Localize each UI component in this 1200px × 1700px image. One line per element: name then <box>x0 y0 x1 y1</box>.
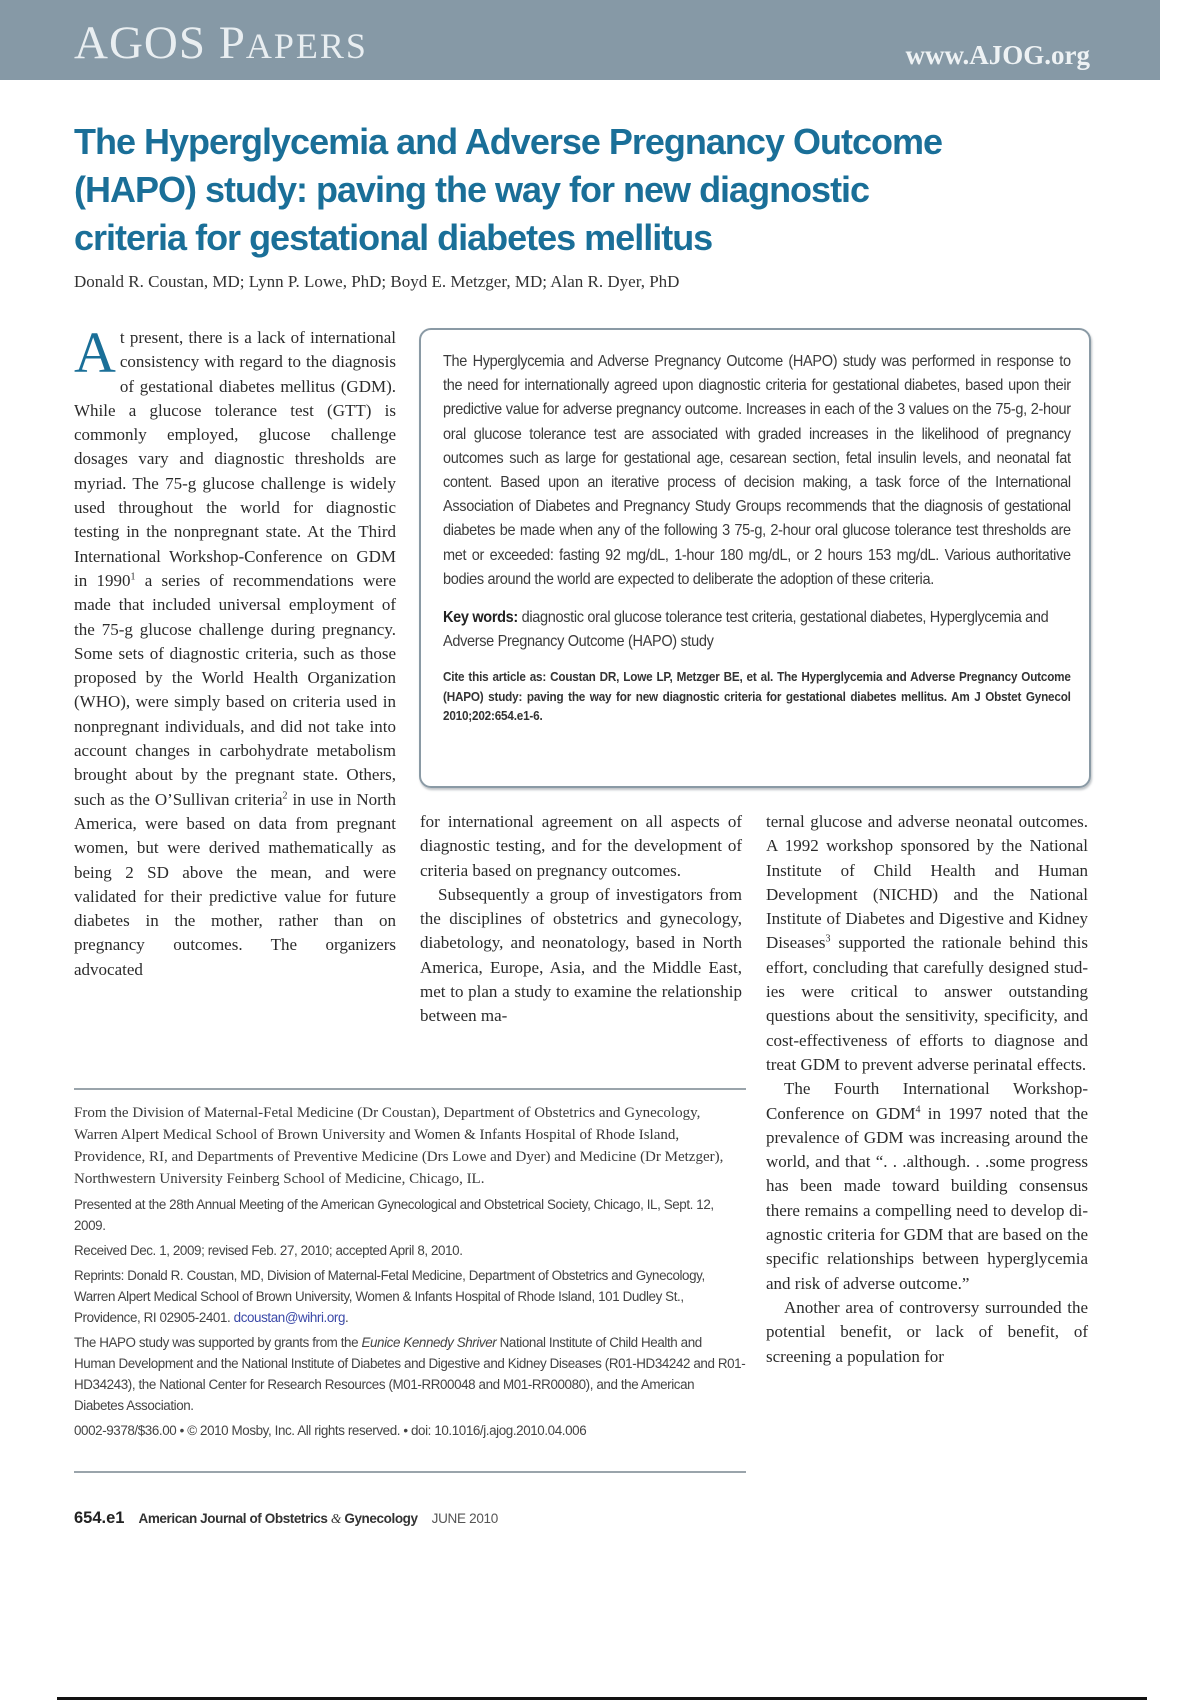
body-column-2 <box>420 810 742 1029</box>
section-label-smallcaps: APERS <box>245 26 368 66</box>
reference-3[interactable]: 3 <box>825 933 831 945</box>
text-run: supported the rationale behind this effort, concluding that carefully designed studies were critical to answer outstanding questions about the sensitivity, specificity, and cost-effectiveness of efforts to diagnose and treat GDM to prevent adverse perinatal effects. <box>766 933 1088 1074</box>
text-run: t present, there is a lack of international consistency with regard to the diagnosis of gestational diabetes mellitus (GDM). While a glucose tolerance test (GTT) is commonly employed, glucose challenge dosages vary and diagnostic thresholds are myriad. The 75-g glucose challenge is widely used throughout the world for diagnostic testing in the nonpregnant state. At the Third International Workshop-Conference on GDM in 1990 <box>74 328 396 590</box>
text-run: The HAPO study was supported by grants from the <box>74 1335 362 1350</box>
issue-date: JUNE 2010 <box>431 1511 498 1526</box>
text-run: National Institute of Child Health and Human Development and the National Institute of Diabetes and Digestive and Kidney Diseases (R01-HD34242 and R01-HD34243), the National Center for Research Resources (M01-RR00048 and M01-RR00080), and the American Diabetes Association. <box>74 1335 746 1413</box>
section-label-main: AGOS P <box>74 17 246 69</box>
text-run: ternal glucose and adverse neonatal outcomes. A 1992 workshop sponsored by the National Institute of Child Health and Human Development (NICHD) and the National Institute of Diabetes and Digestive and Kidney Diseases <box>766 812 1088 953</box>
divider <box>74 1471 746 1473</box>
drop-cap: A <box>74 320 116 385</box>
ampersand: & <box>330 1511 341 1526</box>
paragraph: Subsequently a group of investigators from the disciplines of obstetrics and gynecology, diabetology, and neonatology, based in North America, Europe, Asia, and the Middle East, met to plan a study to examine the relationship between ma- <box>420 884 742 1026</box>
text-run: in use in North America, were based on data from pregnant women, but were derived mathematically as being 2 SD above the mean, and were validated for their predictive value for future diabetes in the mother, rather than on pregnancy outcomes. The organizers advocated <box>74 789 396 979</box>
paragraph: for international agreement on all aspects of diagnostic testing, and for the development of criteria based on pregnancy outcomes. <box>420 812 742 880</box>
author-list: Donald R. Coustan, MD; Lynn P. Lowe, PhD; Boyd E. Metzger, MD; Alan R. Dyer, PhD <box>74 272 680 291</box>
abstract-text: The Hyperglycemia and Adverse Pregnancy Outcome (HAPO) study was performed in response to the need for internationally agreed upon diagnostic criteria for gestational diabetes, based upon their predictive value for adverse pregnancy outcome. Increases in each of the 3 values on the 75-g, 2-hour oral glucose tolerance test are associated with graded increases in the likelihood of pregnancy outcomes such as large for gestational age, cesarean section, fetal insulin levels, and neonatal fat content. Based upon an iterative process of decision making, a task force of the International Association of Diabetes and Pregnancy Study Groups recommends that the diagnosis of gestational diabetes be made when any of the following 3 75-g, 2-hour oral glucose tolerance test thresholds are met or exceeded: fasting 92 mg/dL, 1-hour 180 mg/dL, or 2 hours 153 mg/dL. Various authoritative bodies around the world are expected to deliberate the adoption of these criteria. <box>443 353 1071 588</box>
section-label <box>74 17 368 69</box>
text-run: . <box>345 1310 349 1325</box>
journal-banner <box>0 0 1160 80</box>
paragraph <box>766 810 1088 1077</box>
email-link[interactable]: dcoustan@wihri.org <box>233 1310 346 1325</box>
citation: Cite this article as: Coustan DR, Lowe LP, Metzger BE, et al. The Hyperglycemia and Adverse Pregnancy Outcome (HAPO) study: paving the way for new diagnostic criteria for gestational diabetes mellitus. Am J Obstet Gynecol 2010;202:654.e1-6. <box>443 670 1071 724</box>
journal-name <box>138 1511 417 1527</box>
keywords <box>443 606 1071 654</box>
body-column-3 <box>766 810 1088 1369</box>
presented-note: Presented at the 28th Annual Meeting of the American Gynecological and Obstetrical Society, Chicago, IL, Sept. 12, 2009. <box>74 1197 714 1233</box>
paragraph <box>766 1077 1088 1296</box>
received-note: Received Dec. 1, 2009; revised Feb. 27, 2010; accepted April 8, 2010. <box>74 1243 463 1258</box>
affiliation-note: From the Division of Maternal-Fetal Medicine (Dr Coustan), Department of Obstetrics and Gynecology, Warren Alpert Medical School of Brown University and Women & Infants Hospital of Rhode Island, Providence, RI, and Departments of Preventive Medicine (Drs Lowe and Dyer) and Medicine (Dr Metzger), Northwestern University Feinberg School of Medicine, Chicago, IL. <box>74 1105 724 1187</box>
paragraph: Another area of controversy surrounded the potential benefit, or lack of benefit, of screening a population for <box>766 1297 1088 1366</box>
text-run: Gynecology <box>341 1511 418 1526</box>
body-column-1 <box>74 320 396 982</box>
footnotes <box>74 1088 746 1441</box>
article-title: The Hyperglycemia and Adverse Pregnancy Outcome (HAPO) study: paving the way for new diagnostic criteria for gestational diabetes mellitus <box>74 121 942 258</box>
funding-note <box>74 1332 746 1416</box>
text-run-italic: Eunice Kennedy Shriver <box>361 1335 497 1350</box>
copyright-note: 0002-9378/$36.00 • © 2010 Mosby, Inc. All rights reserved. • doi: 10.1016/j.ajog.2010.04.006 <box>74 1423 587 1438</box>
text-run: Reprints: Donald R. Coustan, MD, Division of Maternal-Fetal Medicine, Department of Obstetrics and Gynecology, Warren Alpert Medical School of Brown University, Women & Infants Hospital of Rhode Island, 101 Dudley St., Providence, RI 02905-2401. <box>74 1268 705 1325</box>
text-run: in 1997 noted that the prevalence of GDM was increasing around the world, and that “. . .although. . .some progress has been made toward building consensus there remains a compelling need to develop diagnostic criteria for GDM that are based on the specific relationships between hyperglycemia and risk of adverse outcome.” <box>766 1103 1088 1293</box>
page-footer <box>74 1509 498 1528</box>
page-number: 654.e1 <box>74 1509 125 1527</box>
reference-1[interactable]: 1 <box>130 571 136 583</box>
keywords-list: diagnostic oral glucose tolerance test criteria, gestational diabetes, Hyperglycemia and Adverse Pregnancy Outcome (HAPO) study <box>443 609 1049 651</box>
text-run: American Journal of Obstetrics <box>138 1511 331 1526</box>
intro-paragraph <box>74 320 396 982</box>
text-run: a series of recommendations were made that included universal employment of the 75-g glucose challenge during pregnancy. Some sets of diagnostic criteria, such as those proposed by the World Health Organization (WHO), were simply based on criteria used in nonpregnant individuals, and did not take into account changes in carbohydrate metabolism brought about by the pregnant state. Others, such as the O’Sullivan criteria <box>74 570 396 809</box>
journal-website[interactable]: www.AJOG.org <box>905 40 1090 70</box>
reprints-note <box>74 1265 746 1328</box>
abstract-box <box>419 328 1091 788</box>
text-run: The Fourth International Workshop-Conference on GDM <box>766 1079 1088 1123</box>
reference-2[interactable]: 2 <box>282 789 288 801</box>
keywords-label: Key words: <box>443 609 518 627</box>
reference-4[interactable]: 4 <box>915 1103 921 1115</box>
